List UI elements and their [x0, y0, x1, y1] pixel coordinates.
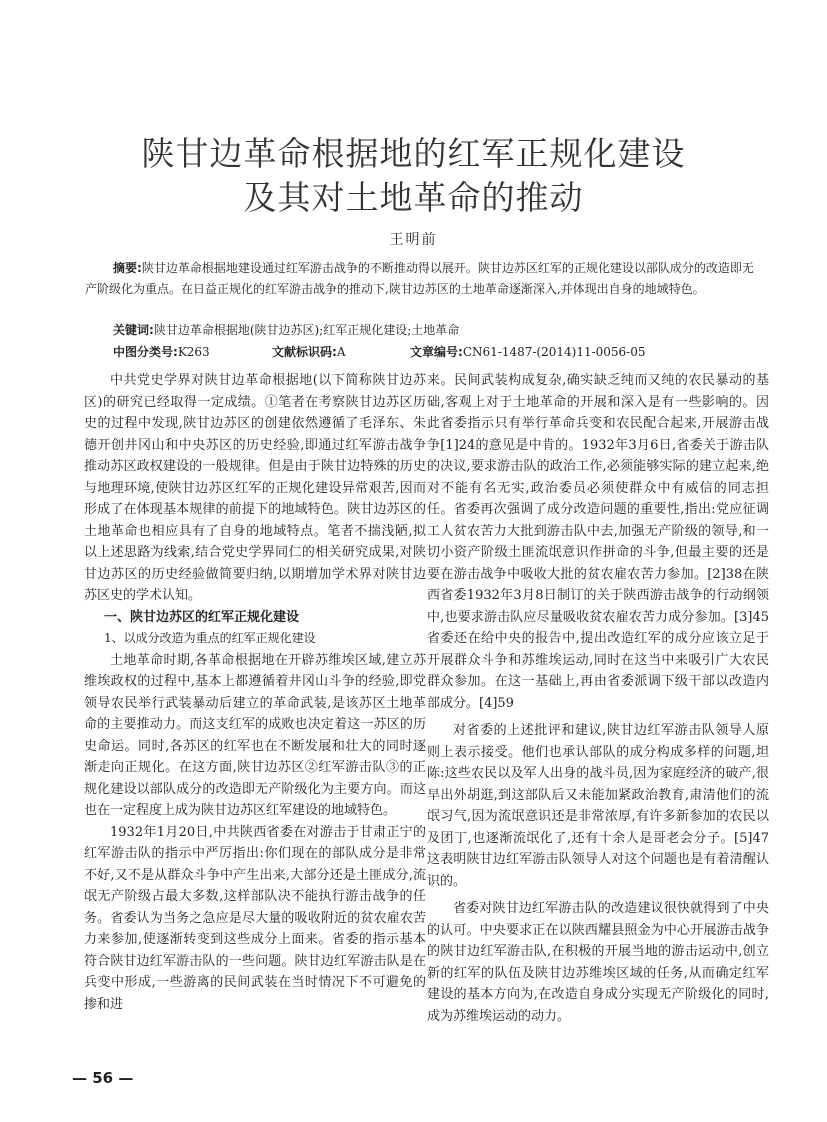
- keywords-text: 陕甘边革命根据地(陕甘边苏区);红军正规化建设;土地革命: [153, 323, 460, 337]
- paragraph: 对省委的上述批评和建议,陕甘边红军游击队领导人原则上表示接受。他们也承认部队的成分构成多样的问题,坦陈:这些农民以及军人出身的战斗员,因为家庭经济的破产,很早出外胡逛,到这部队后又未能加紧政治教育,肃清他们的流氓习气,因为流氓意识还是非常浓厚,有许多新参加的农民以及团丁,也逐渐流氓化了,还有十余人是哥老会分子。[5]47这表明陕甘边红军游击队领导人对这个问题也是有着清醒认识的。: [427, 723, 769, 889]
- paragraph: 来。民间武装构成复杂,确实缺乏纯而又纯的农民暴动的基础,客观上对于土地革命的开展和深入是有一些影响的。因此省委指示只有举行革命兵变和农民配合起来,开展游击战争[1]24的意见是中肯的。1932年3月6日,省委关于游击队的决议,要求游击队的政治工作,必须能够实际的建立起来,绝对不能有名无实,政治委员必须使群众中有威信的同志担任。省委再次强调了成分改造问题的重要性,指出:党应征调工人贫农苦力大批到游击队中去,加强无产阶级的领导,和一切小资产阶级土匪流氓意识作拼命的斗争,但最主要的还是要在游击战争中吸收大批的贫农雇农苦力参加。[2]38在陕西省委1932年3月8日制订的关于陕西游击战争的行动纲领中,也要求游击队应尽量吸收贫农雇农苦力成分参加。[3]45省委还在给中央的报告中,提出改造红军的成分应该立足于开展群众斗争和苏维埃运动,同时在这当中来吸引广大农民群众参加。在这一基础上,再由省委派调下级干部以改造内部成分。[4]59: [427, 373, 769, 711]
- right-column: [427, 370, 769, 1027]
- paragraph: 省委对陕甘边红军游击队的改造建议很快就得到了中央的认可。中央要求正在以陕西耀县照金为中心开展游击战争的陕甘边红军游击队,在积极的开展当地的游击运动中,创立新的红军的队伍及陕甘边苏维埃区域的任务,从而确定红军建设的基本方向为,在改造自身成分实现无产阶级化的同时,成为苏维埃运动的动力。: [427, 901, 769, 1024]
- left-column: [84, 370, 426, 1015]
- article-label: 文章编号:: [410, 345, 463, 359]
- keywords: [85, 320, 757, 341]
- author: 王明前: [389, 232, 438, 248]
- keywords-label: 关键词:: [113, 323, 154, 337]
- doc-value: A: [336, 345, 346, 359]
- doc-label: 文献标识码:: [272, 345, 337, 359]
- section-heading: 一、陕甘边苏区的红军正规化建设: [104, 609, 300, 625]
- paragraph: 1932年1月20日,中共陕西省委在对游击于甘肃正宁的红军游击队的指示中严厉指出:你们现在的部队成分是非常不好,又不是从群众斗争中产生出来,大部分还是土匪成分,流氓无产阶级占最大多数,这样部队决不能执行游击战争的任务。省委认为当务之急应是尽大量的吸收附近的贫农雇农苦力来参加,使逐渐转变到这些成分上面来。省委的指示基本符合陕甘边红军游击队的一些问题。陕甘边红军游击队是在兵变中形成,一些游离的民间武装在当时情况下不可避免的掺和进: [84, 824, 426, 1012]
- paragraph: 土地革命时期,各革命根据地在开辟苏维埃区域,建立苏维埃政权的过程中,基本上都遵循着井冈山斗争的经验,即党领导农民举行武装暴动后建立的革命武装,是该苏区土地革命的主要推动力。而这支红军的成败也决定着这一苏区的历史命运。同时,各苏区的红军也在不断发展和壮大的同时逐渐走向正规化。在这方面,陕甘边苏区②红军游击队③的正规化建设以部队成分的改造即无产阶级化为主要方向。而这也在一定程度上成为陕甘边苏区红军建设的地域特色。: [84, 652, 426, 818]
- article-number: [410, 342, 646, 362]
- abstract: [85, 258, 757, 300]
- clc-value: K263: [177, 345, 210, 359]
- doc-code: [272, 342, 345, 362]
- subsection-heading: 1、以成分改造为重点的红军正规化建设: [104, 631, 316, 645]
- abstract-label: 摘要:: [113, 261, 142, 275]
- paragraph: 中共党史学界对陕甘边革命根据地(以下简称陕甘边苏区)的研究已经取得一定成绩。①笔者在考察陕甘边苏区历史的过程中发现,陕甘边苏区的创建依然遵循了毛泽东、朱德开创井冈山和中央苏区的历史经验,即通过红军游击战争推动苏区政权建设的一般规律。但是由于陕甘边特殊的历史与地理环境,使陕甘边苏区红军的正规化建设异常艰苦,因而形成了在体现基本规律的前提下的地域特色。陕甘边苏区的土地革命也相应具有了自身的地域特点。笔者不揣浅陋,拟以上述思路为线索,结合党史学界同仁的相关研究成果,对陕甘边苏区的历史经验做简要归纳,以期增加学术界对陕甘边苏区史的学术认知。: [84, 373, 426, 603]
- title-line-2: 及其对土地革命的推动: [243, 178, 584, 217]
- clc-code: [113, 342, 210, 362]
- title-line-1: 陕甘边革命根据地的红军正规化建设: [141, 134, 686, 173]
- page-number: — 56 —: [72, 1069, 134, 1087]
- article-value: CN61-1487-(2014)11-0056-05: [462, 345, 646, 359]
- abstract-text: 陕甘边革命根据地建设通过红军游击战争的不断推动得以展开。陕甘边苏区红军的正规化建设以部队成分的改造即无产阶级化为重点。在日益正规化的红军游击战争的推动下,陕甘边苏区的土地革命逐渐深入,并体现出自身的地域特色。: [85, 261, 754, 296]
- clc-label: 中图分类号:: [113, 345, 178, 359]
